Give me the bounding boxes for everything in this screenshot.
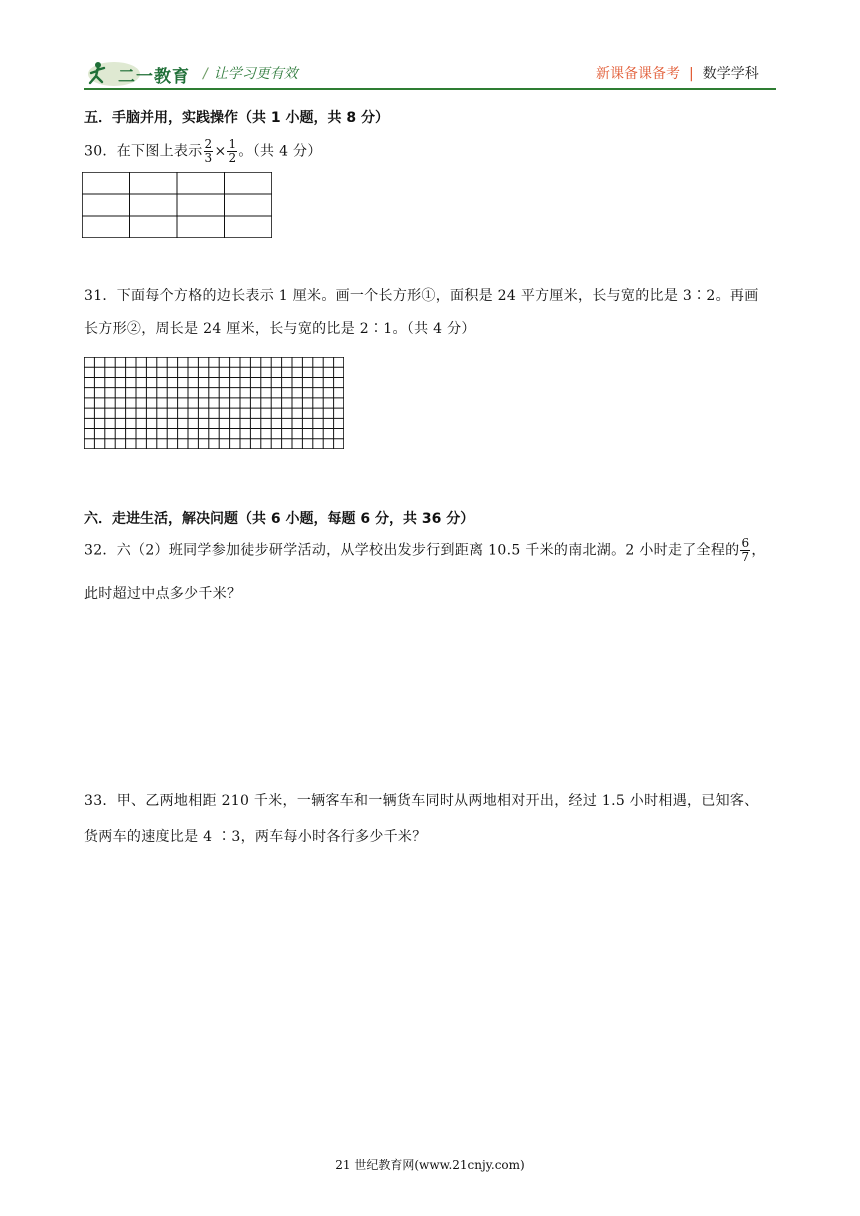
page-footer: 21 世纪教育网(www.21cnjy.com) bbox=[335, 1158, 525, 1172]
q30-grid bbox=[82, 172, 272, 238]
q30-suffix: 。（共 4 分） bbox=[238, 143, 322, 160]
exam-tag: 新课备课备考 bbox=[596, 66, 680, 82]
fraction-2-3: $\frac{2}{3}$ bbox=[204, 137, 213, 165]
times-sign: × bbox=[214, 143, 227, 160]
fraction-6-7: $\frac{6}{7}$ bbox=[741, 536, 750, 564]
question-32 bbox=[84, 537, 766, 564]
fraction-1-2: $\frac{1}{2}$ bbox=[228, 137, 237, 165]
q31-line-2: 长方形②，周长是 24 厘米，长与宽的比是 2∶1。（共 4 分） bbox=[84, 321, 476, 337]
subject-tag: 数学学科 bbox=[702, 66, 759, 82]
q32-comma: ， bbox=[751, 542, 766, 559]
q33-line-1: 33．甲、乙两地相距 210 千米，一辆客车和一辆货车同时从两地相对开出，经过 1.5 小时相遇，已知客、 bbox=[84, 793, 759, 809]
section-5-title: 五．手脑并用，实践操作（共 1 小题，共 8 分） bbox=[84, 110, 389, 126]
header-slogan: / 让学习更有效 bbox=[203, 66, 298, 82]
q33-line-2: 货两车的速度比是 4 ∶3，两车每小时各行多少千米？ bbox=[84, 829, 427, 845]
slogan-text: 让学习更有效 bbox=[213, 66, 298, 82]
header-tags bbox=[596, 63, 759, 83]
header-rule bbox=[84, 88, 776, 90]
question-30 bbox=[84, 138, 322, 165]
divider: | bbox=[689, 66, 694, 82]
q31-square-grid bbox=[84, 357, 344, 449]
q32-line-1: 32．六（2）班同学参加徒步研学活动，从学校出发步行到距离 10.5 千米的南北湖。2 小时走了全程的 bbox=[84, 542, 740, 559]
logo-text: 二一教育 bbox=[118, 67, 190, 87]
section-6-title: 六．走进生活，解决问题（共 6 小题，每题 6 分，共 36 分） bbox=[84, 511, 475, 527]
q30-prefix: 30．在下图上表示 bbox=[84, 143, 203, 160]
q32-line-2: 此时超过中点多少千米？ bbox=[84, 586, 242, 602]
q31-line-1: 31．下面每个方格的边长表示 1 厘米。画一个长方形①，面积是 24 平方厘米，长与宽的比是 3∶2。再画 bbox=[84, 288, 759, 304]
